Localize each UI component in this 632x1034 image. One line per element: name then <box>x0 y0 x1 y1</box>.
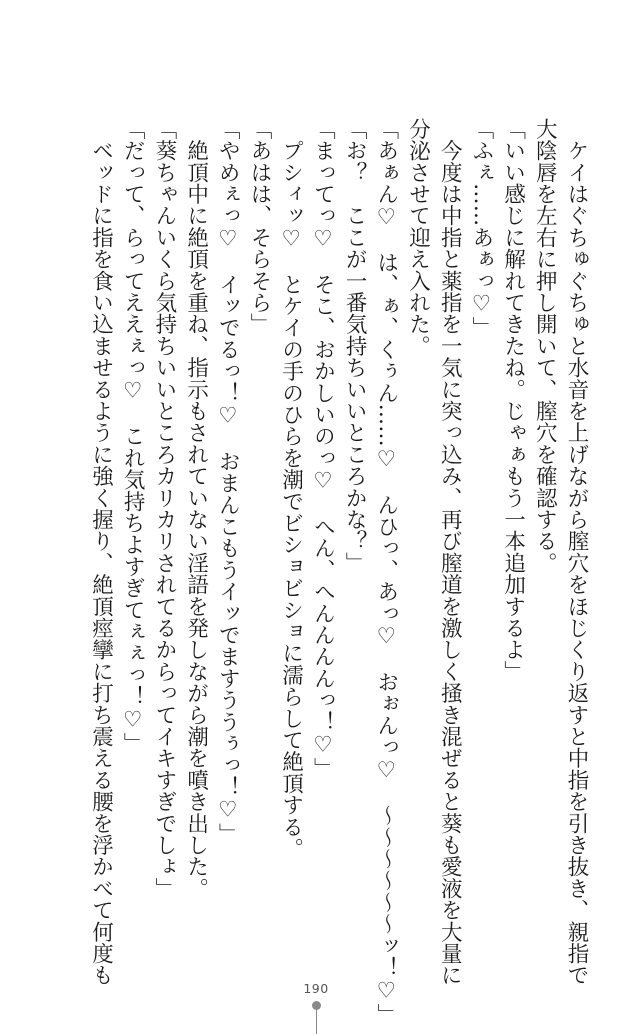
page-marker-line <box>316 1008 317 1034</box>
text-line-2: 大陰唇を左右に押し開いて、膣穴を確認する。 <box>532 118 558 574</box>
text-line-9: 「まってっ♡ そこ、おかしいのっ♡ へん、へんんんんっ！♡」 <box>310 118 336 780</box>
page-number: 190 <box>303 981 329 996</box>
text-line-6: 分泌させて迎え入れた。 <box>405 118 431 357</box>
text-line-10: プシィッ♡ とケイの手のひらを潮でビショビショに濡らして絶頂する。 <box>278 118 304 860</box>
text-line-14: 「葵ちゃんいくら気持ちいいところカリカリされてるからってイキすぎでしょ」 <box>151 118 177 900</box>
text-line-4: 「ふぇ……あぁっ♡」 <box>468 118 494 339</box>
text-line-16: ベッドに指を食い込ませるように強く握り、絶頂痙攣に打ち震える腰を浮かべて何度も <box>88 118 114 987</box>
text-line-12: 「やめぇっ♡ イッでるっ！♡ おまんこもうイッでますううぅっ！♡」 <box>215 118 241 845</box>
text-line-5: 今度は中指と薬指を一気に突っ込み、再び膣道を激しく掻き混ぜると葵も愛液を大量に <box>437 118 463 986</box>
text-line-1: ケイはぐちゅぐちゅと水音を上げながら膣穴をほじくり返すと中指を引き抜き、親指で <box>564 118 589 987</box>
text-line-13: 絶頂中に絶頂を重ね、指示もされていない淫語を発しながら潮を噴き出した。 <box>183 118 209 900</box>
text-line-7: 「あぁん♡ は、ぁ、くぅん……♡ んひっ、あっ♡ おぉんっ♡ 〜〜〜〜〜〜ッ！♡」 <box>373 118 399 1026</box>
text-line-11: 「あはは、そらそら」 <box>246 118 272 335</box>
text-line-3: 「いい感じに解れてきたね。じゃぁもう一本追加するよ」 <box>500 118 526 683</box>
text-line-15: 「だって、らってええぇっ♡ これ気持ちよすぎてぇぇっ！♡」 <box>120 118 146 755</box>
text-line-8: 「お？ ここが一番気持ちいいところかな？」 <box>342 118 368 574</box>
